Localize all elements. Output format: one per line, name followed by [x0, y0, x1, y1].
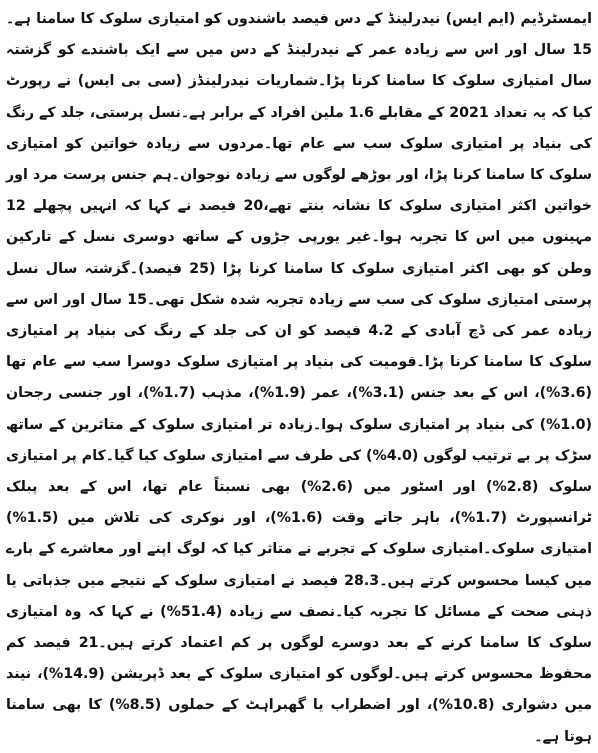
article-body: ایمسٹرڈیم (ایم ایس) نیدرلینڈ کے دس فیصد باشندوں کو امتیازی سلوک کا سامنا ہے۔15 سال اور اس سے زیادہ عمر کے نیدرلینڈ کے دس میں سے ایک باشندے کو گزشتہ سال امتیازی سلوک کا سامنا کرنا پڑا۔شماریات نیدرلینڈز (سی بی ایس) نے رپورٹ کیا کہ یہ تعداد 2021 کے مقابلے 1.6 ملین افراد کے برابر ہے۔نسل پرستی، جلد کے رنگ کی بنیاد پر امتیازی سلوک سب سے عام تھا۔مردوں سے زیادہ خواتین کو امتیازی سلوک کا سامنا کرنا پڑا، اور بوڑھے لوگوں سے زیادہ نوجوان۔ہم جنس پرست مرد اور خواتین اکثر امتیازی سلوک کا نشانہ بنتے تھے،20 فیصد نے کہا کہ انہیں پچھلے 12 مہینوں میں اس کا تجربہ ہوا۔غیر یورپی جڑوں کے ساتھ دوسری نسل کے تارکین وطن کو بھی اکثر امتیازی سلوک کا سامنا کرنا پڑا (25 فیصد)۔گزشتہ سال نسل پرستی امتیازی سلوک کی سب سے زیادہ تجربہ شدہ شکل تھی۔15 سال اور اس سے زیادہ عمر کی ڈچ آبادی کے 4.2 فیصد کو ان کی جلد کے رنگ کی بنیاد پر امتیازی سلوک کا سامنا کرنا پڑا۔قومیت کی بنیاد پر امتیازی سلوک دوسرا سب سے عام تھا (3.6%)، اس کے بعد جنس (3.1%)، عمر (1.9%)، مذہب (1.7%)، اور جنسی رجحان (1.0%) کی بنیاد پر امتیازی سلوک ہوا۔زیادہ تر امتیازی سلوک کے متاثرین کے ساتھ سڑک پر بے ترتیب لوگوں (4.0%) کی طرف سے امتیازی سلوک کیا گیا۔کام پر امتیازی سلوک (2.8%) اور اسٹور میں (2.6%) بھی نسبتاً عام تھا، اس کے بعد پبلک ٹرانسپورٹ (1.7%)، باہر جاتے وقت (1.6%)، اور نوکری کی تلاش میں (1.5%) امتیازی سلوک۔امتیازی سلوک کے تجربے نے متاثر کیا کہ لوگ اپنے اور معاشرے کے بارے میں کیسا محسوس کرتے ہیں۔28.3 فیصد نے امتیازی سلوک کے نتیجے میں جذباتی یا ذہنی صحت کے مسائل کا تجربہ کیا۔نصف سے زیادہ (51.4%) نے کہا کہ وہ امتیازی سلوک کا سامنا کرنے کے بعد دوسرے لوگوں پر کم اعتماد کرتے ہیں۔21 فیصد کم محفوظ محسوس کرتے ہیں۔لوگوں کو امتیازی سلوک کے بعد ڈپریشن (14.9%)، نیند میں دشواری (10.8%)، اور اضطراب یا گھبراہٹ کے حملوں (8.5%) کا بھی سامنا ہوتا ہے۔	[6, 11, 593, 745]
